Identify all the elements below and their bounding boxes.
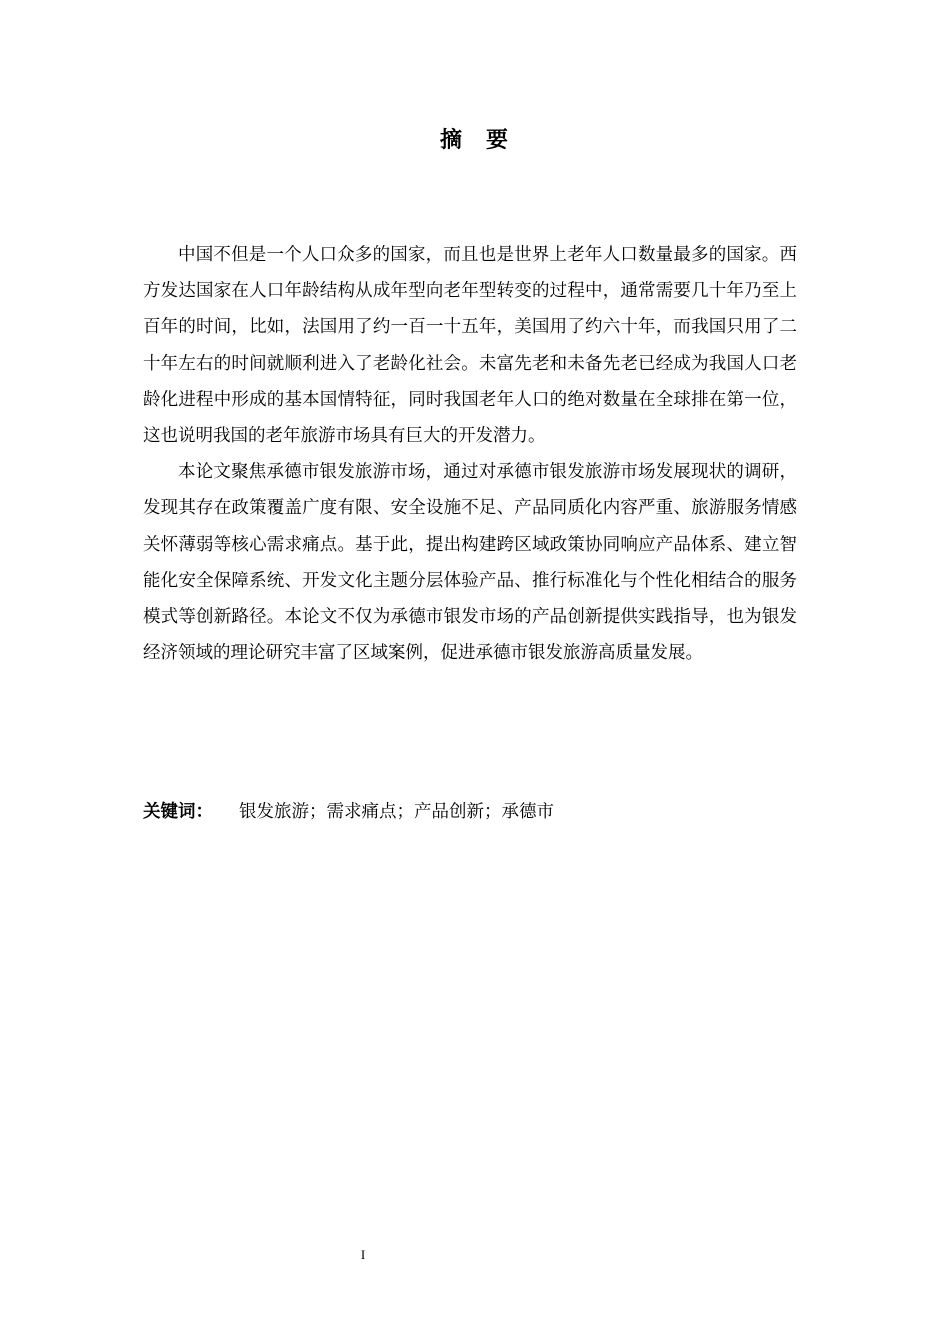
page-number: I [360, 1247, 366, 1262]
abstract-title [0, 124, 950, 158]
abstract-body [143, 237, 797, 671]
abstract-paragraph-1: 中国不但是一个人口众多的国家，而且也是世界上老年人口数量最多的国家。西方发达国家在人口年龄结构从成年型向老年型转变的过程中，通常需要几十年乃至上百年的时间，比如，法国用了约一百一十五年，美国用了约六十年，而我国只用了二十年左右的时间就顺利进入了老龄化社会。未富先老和未备先老已经成为我国人口老龄化进程中形成的基本国情特征，同时我国老年人口的绝对数量在全球排在第一位，这也说明我国的老年旅游市场具有巨大的开发潜力。 [143, 245, 797, 447]
keywords-line [143, 795, 797, 829]
abstract-title-part2: 要 [486, 128, 511, 153]
keywords-value: 银发旅游；需求痛点；产品创新；承德市 [239, 802, 554, 822]
abstract-title-part1: 摘 [439, 128, 464, 153]
abstract-paragraph-2: 本论文聚焦承德市银发旅游市场，通过对承德市银发旅游市场发展现状的调研，发现其存在政策覆盖广度有限、安全设施不足、产品同质化内容严重、旅游服务情感关怀薄弱等核心需求痛点。基于此，提出构建跨区域政策协同响应产品体系、建立智能化安全保障系统、开发文化主题分层体验产品、推行标准化与个性化相结合的服务模式等创新路径。本论文不仅为承德市银发市场的产品创新提供实践指导，也为银发经济领域的理论研究丰富了区域案例，促进承德市银发旅游高质量发展。 [143, 462, 797, 664]
keywords-label: 关键词： [143, 802, 213, 822]
